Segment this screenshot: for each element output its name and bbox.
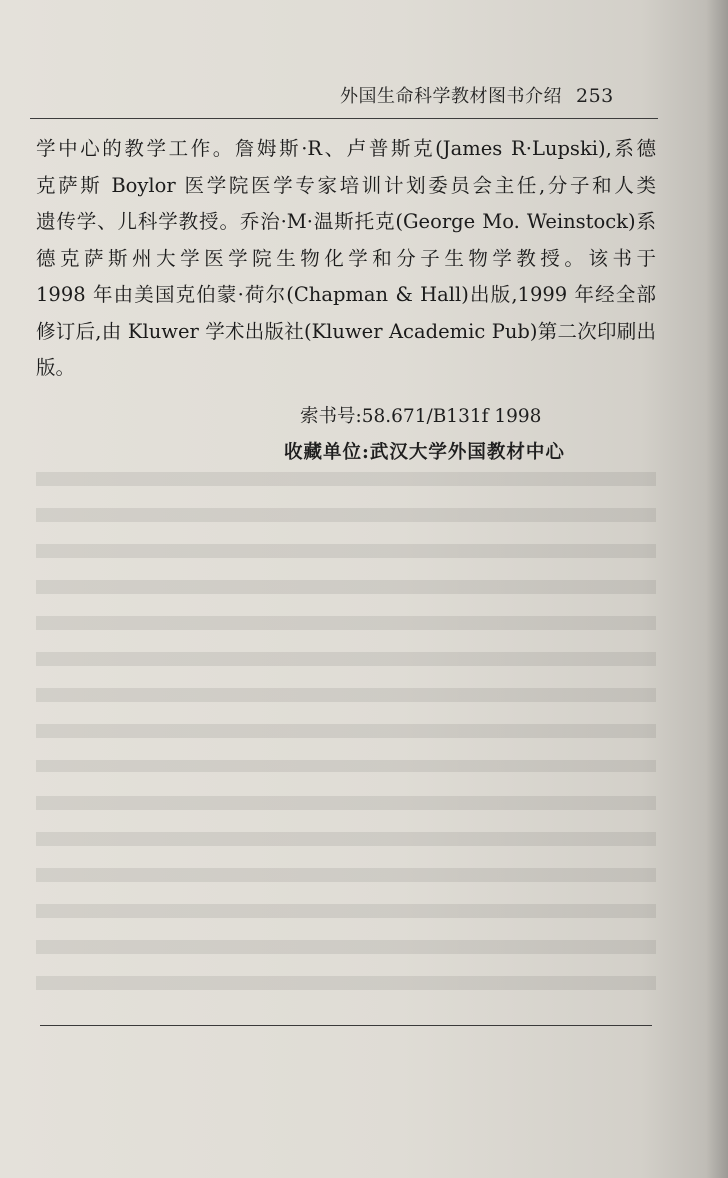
header-rule: [30, 118, 658, 119]
paragraph-line: 遗传学、儿科学教授。乔治·M·温斯托克(George Mo. Weinstock)系: [36, 210, 656, 233]
page-edge-shadow: [706, 0, 728, 1178]
footer-rule: [40, 1025, 652, 1026]
paragraph-line: 学中心的教学工作。詹姆斯·R、卢普斯克(James R·Lupski),系德: [36, 137, 656, 160]
paragraph-line: 修订后,由 Kluwer 学术出版社(Kluwer Academic Pub)第二次印刷出: [36, 319, 656, 343]
paragraph-line: 克萨斯 Boylor 医学院医学专家培训计划委员会主任,分子和人类: [36, 173, 656, 197]
paragraph-line: 版。: [36, 356, 76, 379]
holding-unit: 收藏单位:武汉大学外国教材中心: [284, 442, 565, 463]
body-paragraph: [36, 131, 656, 387]
paragraph-line: 德克萨斯州大学医学院生物化学和分子生物学教授。该书于: [36, 246, 656, 270]
show-through-text: [36, 796, 656, 996]
paragraph-line: 1998 年由美国克伯蒙·荷尔(Chapman & Hall)出版,1999 年经全部: [36, 283, 656, 306]
running-head: [340, 82, 614, 108]
running-head-title: 外国生命科学教材图书介绍: [340, 86, 562, 107]
call-number: 索书号:58.671/B131f 1998: [300, 406, 542, 427]
show-through-text: [36, 472, 656, 772]
page-number: 253: [576, 85, 614, 107]
